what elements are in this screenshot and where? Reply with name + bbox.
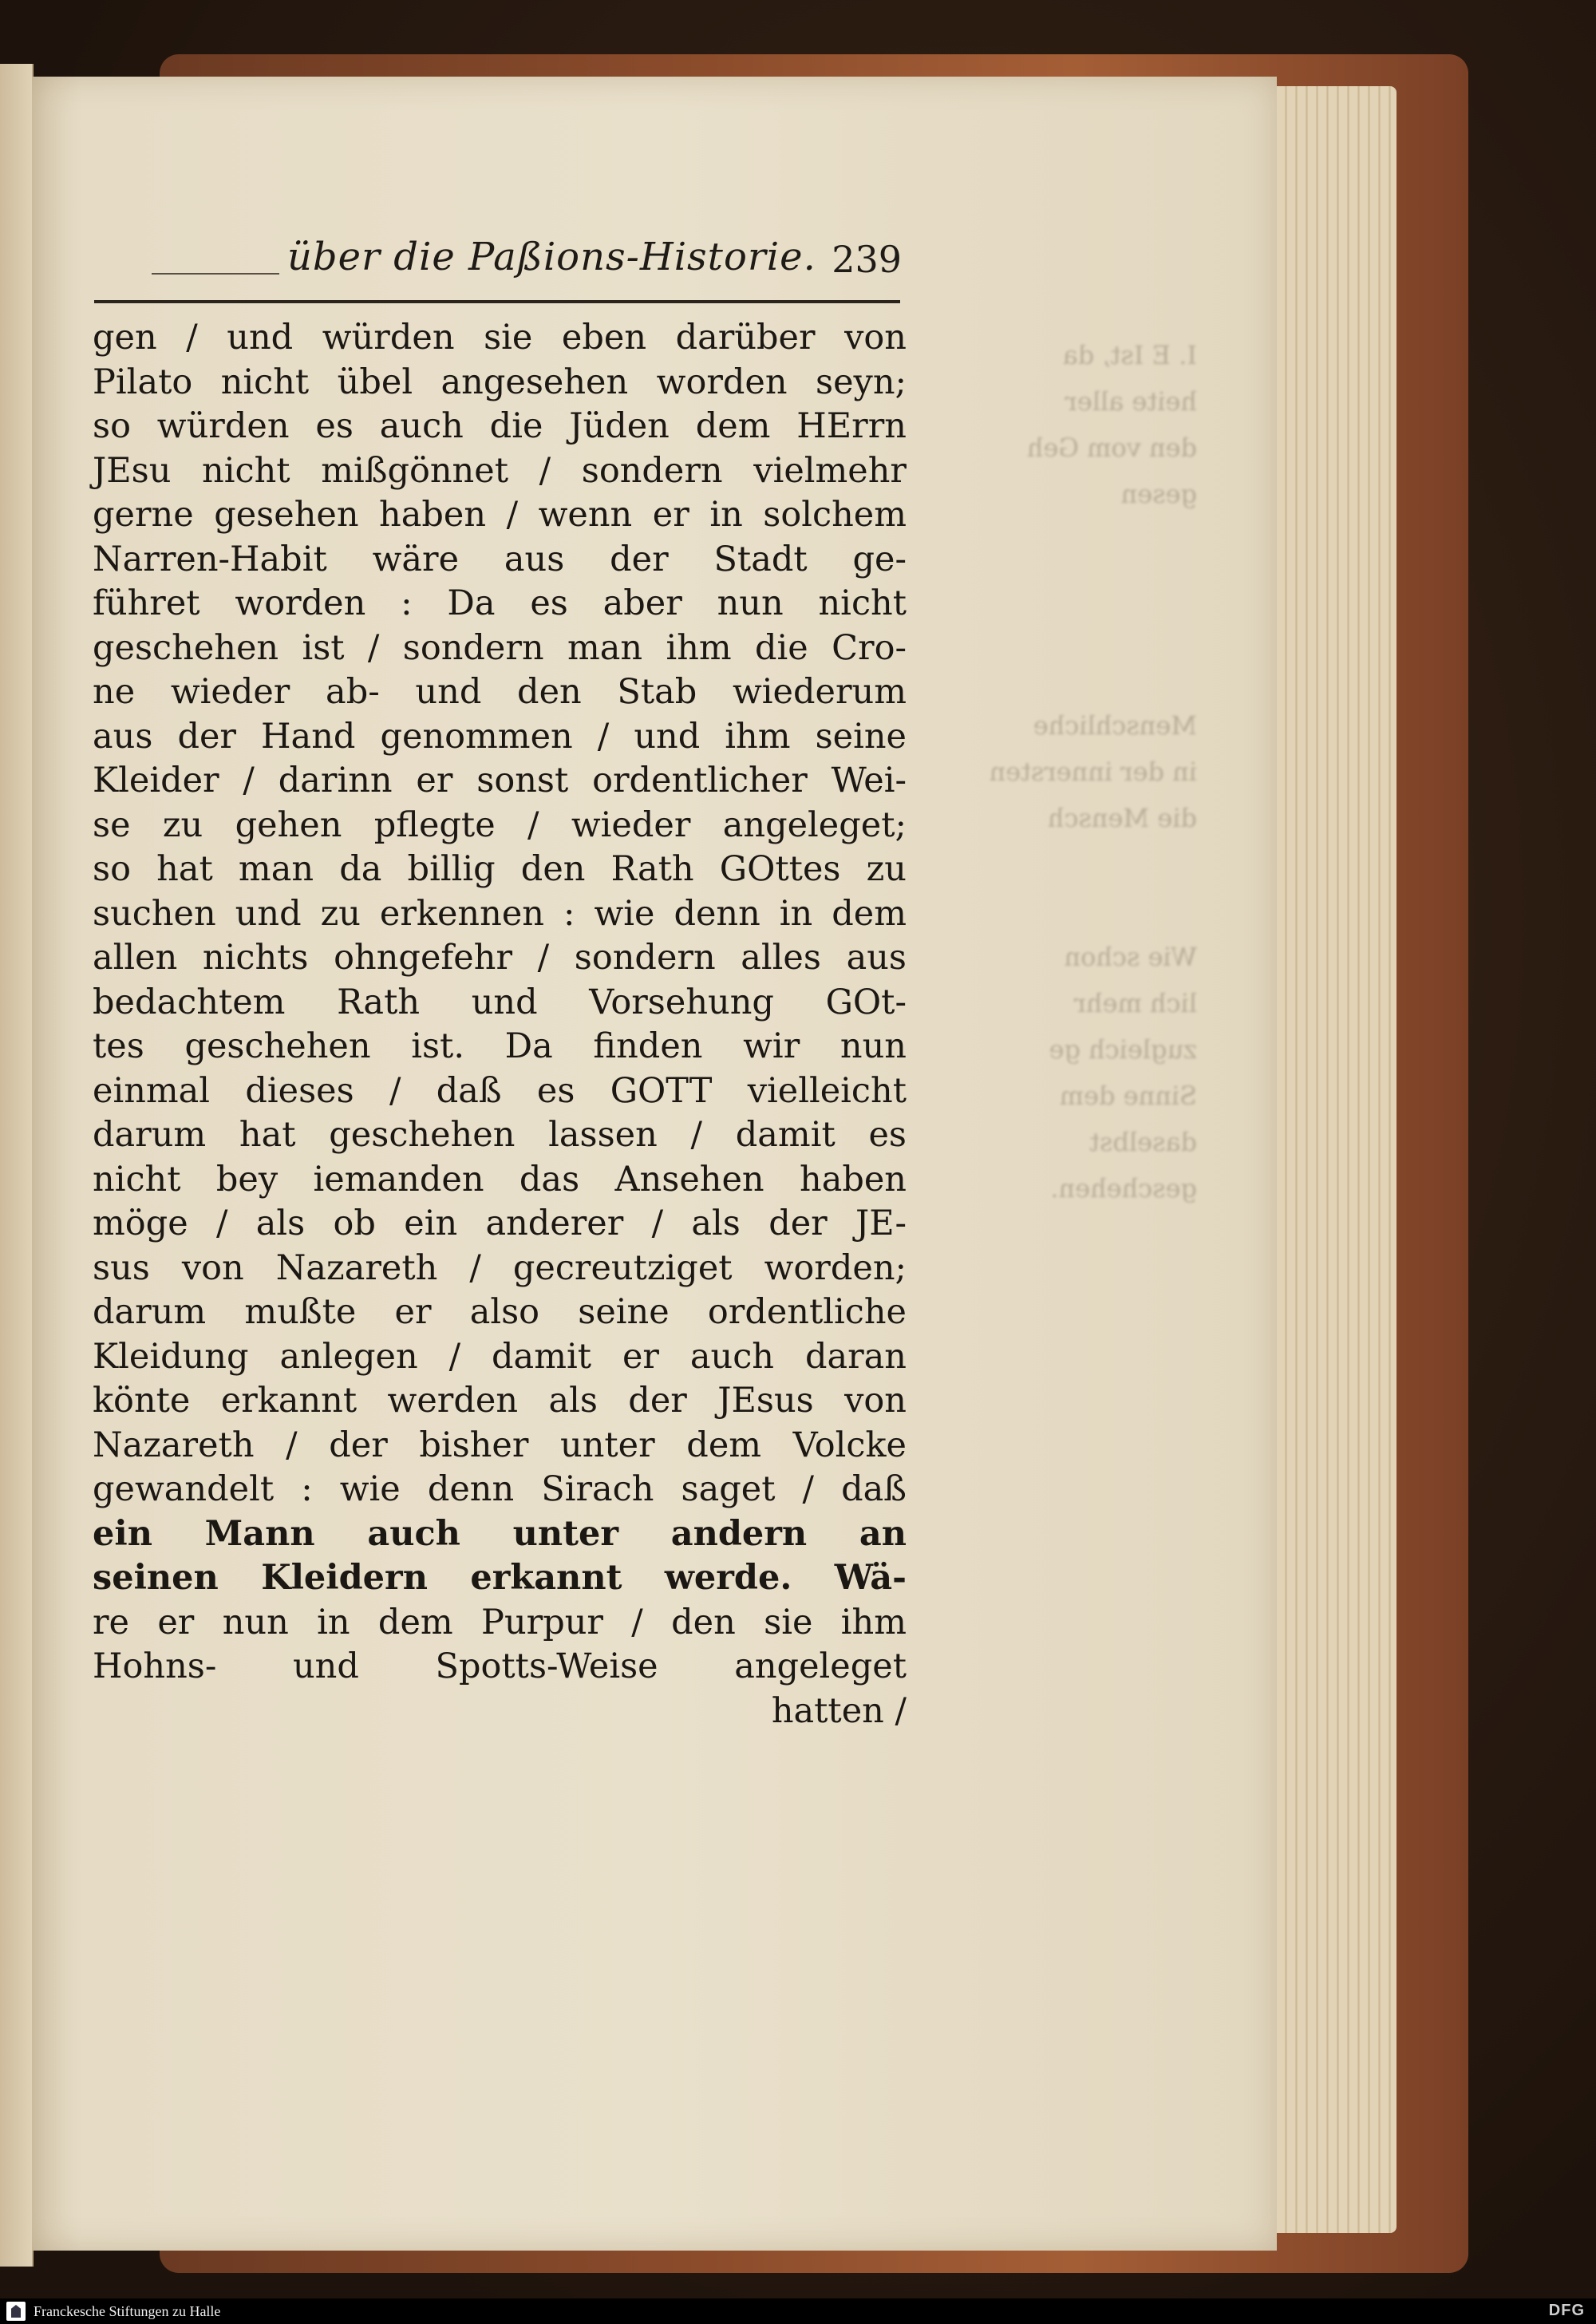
catchword: hatten / xyxy=(771,1690,907,1731)
previous-page-edge xyxy=(0,64,34,2267)
text-line: seinen Kleidern erkannt werde. Wä- xyxy=(93,1558,907,1598)
running-head xyxy=(96,227,902,290)
text-line: gerne gesehen haben / wenn er in solchem xyxy=(93,495,907,535)
text-line: geschehen ist / sondern man ihm die Cro- xyxy=(93,627,907,668)
body-text xyxy=(93,316,907,1733)
text-line: gen / und würden sie eben darüber von xyxy=(93,318,907,358)
text-line: darum hat geschehen lassen / damit es xyxy=(93,1115,907,1155)
text-line: tes geschehen ist. Da finden wir nun xyxy=(93,1026,907,1066)
running-title: über die Paßions-Historie. xyxy=(287,235,816,279)
text-line: Kleidung anlegen / damit er auch daran xyxy=(93,1336,907,1377)
text-line: allen nichts ohngefehr / sondern alles aus xyxy=(93,938,907,978)
text-line: möge / als ob ein anderer / als der JE- xyxy=(93,1204,907,1243)
text-line: Kleider / darinn er sonst ordentlicher Wei- xyxy=(93,761,907,800)
text-line: JEsu nicht mißgönnet / sondern vielmehr xyxy=(93,450,907,491)
bleed-through-text: I. E Ist, da heite aller den vom Geh gesen Menschliche in der innersten die Mensch Wie schon lich mehr zugleich ge Sinne dem daselbst geschehen. xyxy=(989,340,1197,1204)
text-line: aus der Hand genommen / und ihm seine xyxy=(93,716,907,757)
text-line: ein Mann auch unter andern an xyxy=(93,1513,907,1554)
page-number: 239 xyxy=(832,238,902,281)
text-line: einmal dieses / daß es GOTT vielleicht xyxy=(93,1070,907,1111)
text-line: Hohns- und Spotts-Weise angeleget xyxy=(93,1646,907,1686)
text-line: Narren-Habit wäre aus der Stadt ge- xyxy=(93,539,907,579)
header-rule xyxy=(94,300,900,303)
text-line: so würden es auch die Jüden dem HErrn xyxy=(93,406,907,446)
text-line: darum mußte er also seine ordentliche xyxy=(93,1292,907,1332)
text-line: Pilato nicht übel angesehen worden seyn; xyxy=(93,362,907,402)
text-line: ne wieder ab- und den Stab wiederum xyxy=(93,672,907,712)
text-line: könte erkannt werden als der JEsus von xyxy=(93,1381,907,1421)
text-line: führet worden : Da es aber nun nicht xyxy=(93,583,907,623)
text-line: Nazareth / der bisher unter dem Volcke xyxy=(93,1425,907,1465)
text-line: bedachtem Rath und Vorsehung GOt- xyxy=(93,982,907,1022)
text-line: sus von Nazareth / gecreutziget worden; xyxy=(93,1247,907,1288)
page-stack-edge xyxy=(1277,86,1396,2233)
viewer-footer xyxy=(0,2298,1596,2324)
institution-logo-icon[interactable] xyxy=(6,2302,26,2321)
institution-name[interactable]: Franckesche Stiftungen zu Halle xyxy=(34,2303,221,2319)
text-line: nicht bey iemanden das Ansehen haben xyxy=(93,1159,907,1200)
text-line: gewandelt : wie denn Sirach saget / daß xyxy=(93,1469,907,1509)
text-line: se zu gehen pflegte / wieder angeleget; xyxy=(93,804,907,845)
text-line: suchen und zu erkennen : wie denn in dem xyxy=(93,893,907,934)
header-underline xyxy=(152,273,279,275)
text-line: re er nun in dem Purpur / den sie ihm xyxy=(93,1602,907,1642)
book-page xyxy=(32,77,1277,2251)
dfg-logo[interactable]: DFG xyxy=(1548,2302,1585,2319)
text-line: so hat man da billig den Rath GOttes zu xyxy=(93,849,907,889)
